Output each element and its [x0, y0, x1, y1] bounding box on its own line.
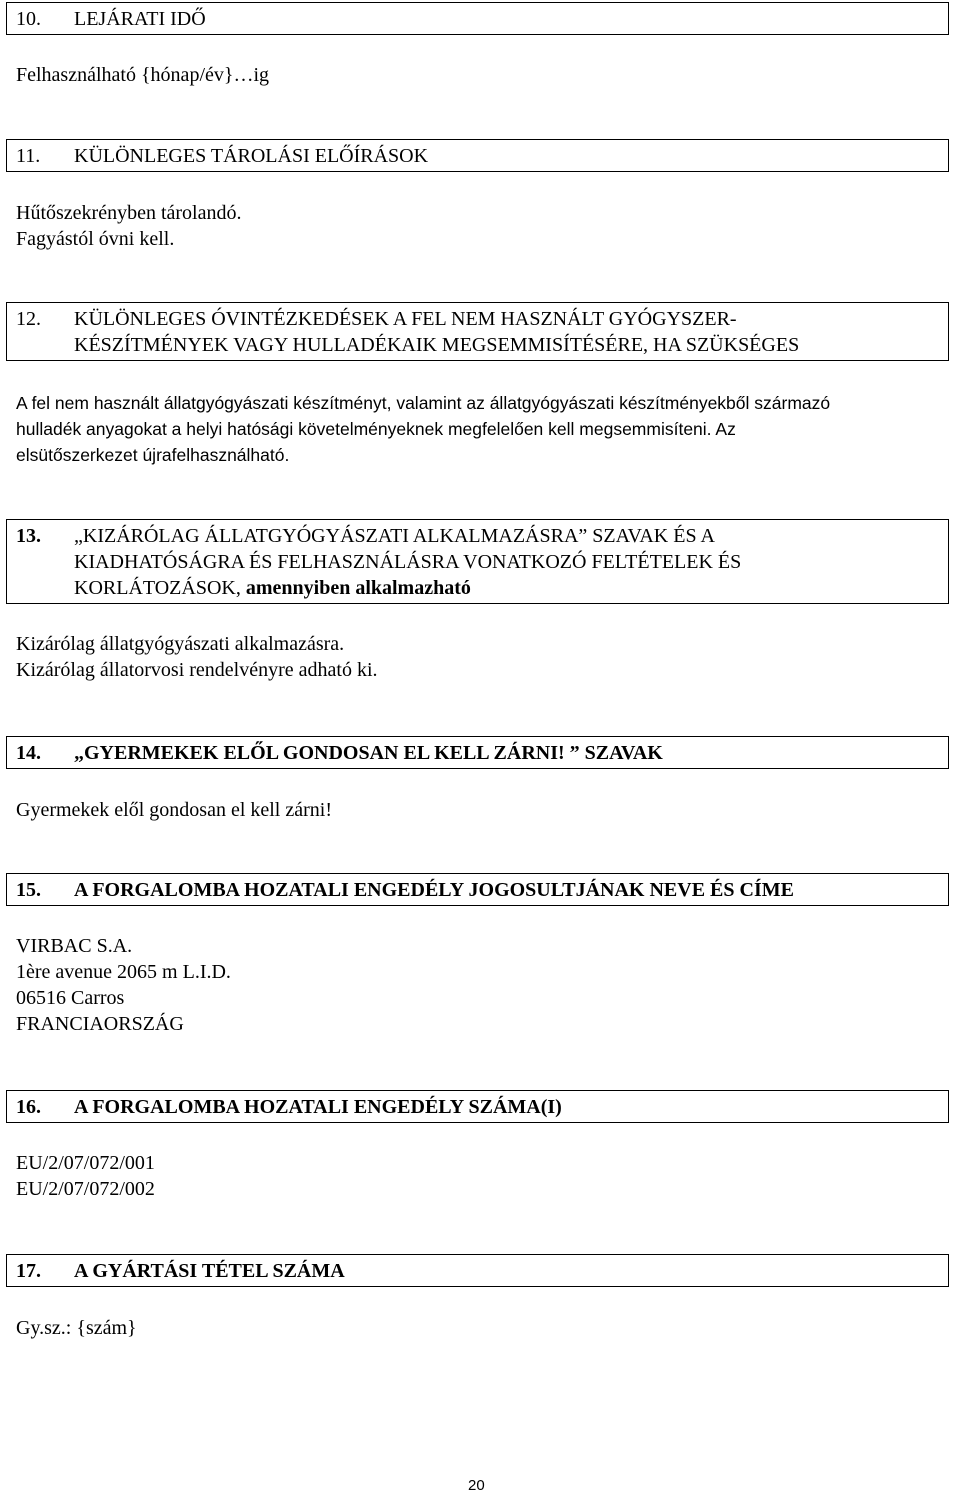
- section-title: „GYERMEKEK ELŐL GONDOSAN EL KELL ZÁRNI! ” SZAVAK: [74, 742, 663, 764]
- section-title-line: KIADHATÓSÁGRA ÉS FELHASZNÁLÁSRA VONATKOZÓ FELTÉTELEK ÉS: [74, 551, 742, 573]
- section-12-body-line: elsütőszerkezet újrafelhasználható.: [16, 445, 290, 465]
- section-15-header: [6, 873, 949, 906]
- section-title-rest: amennyiben alkalmazható: [240, 577, 471, 599]
- section-title-line: KÉSZÍTMÉNYEK VAGY HULLADÉKAIK MEGSEMMISÍTÉSÉRE, HA SZÜKSÉGES: [74, 334, 800, 356]
- section-12-header: [6, 302, 949, 361]
- section-12-body-line: hulladék anyagokat a helyi hatósági követelményeknek megfelelően kell megsemmisíteni. Az: [16, 419, 736, 439]
- section-12-body-line: A fel nem használt állatgyógyászati készítményt, valamint az állatgyógyászati készítményekből származó: [16, 393, 831, 413]
- section-14-body-line: Gyermekek elől gondosan el kell zárni!: [16, 799, 332, 821]
- section-16-body-line: EU/2/07/072/002: [16, 1178, 155, 1200]
- section-number: 12.: [16, 308, 41, 330]
- section-11-body-line: Hűtőszekrényben tárolandó.: [16, 202, 242, 224]
- section-13-body-line: Kizárólag állatgyógyászati alkalmazásra.: [16, 633, 345, 655]
- section-15-body-line: VIRBAC S.A.: [16, 935, 133, 957]
- section-15-body-line: 1ère avenue 2065 m L.I.D.: [16, 961, 231, 983]
- section-title: A GYÁRTÁSI TÉTEL SZÁMA: [74, 1260, 345, 1282]
- section-13-header: [6, 519, 949, 604]
- section-number: 10.: [16, 8, 41, 30]
- section-title: A FORGALOMBA HOZATALI ENGEDÉLY JOGOSULTJÁNAK NEVE ÉS CÍME: [74, 879, 794, 901]
- page-number: 20: [468, 1477, 485, 1494]
- section-title-bold-part: KORLÁTOZÁSOK,: [74, 577, 241, 599]
- section-15-body-line: FRANCIAORSZÁG: [16, 1013, 184, 1035]
- section-title-line: [74, 575, 471, 601]
- section-11-header: [6, 139, 949, 172]
- section-16-body-line: EU/2/07/072/001: [16, 1152, 155, 1174]
- section-title: LEJÁRATI IDŐ: [74, 8, 206, 30]
- section-title: KÜLÖNLEGES TÁROLÁSI ELŐÍRÁSOK: [74, 145, 429, 167]
- section-10-body-line: Felhasználható {hónap/év}…ig: [16, 64, 270, 86]
- section-14-header: [6, 736, 949, 769]
- section-number: 13.: [16, 525, 41, 547]
- section-17-body-line: Gy.sz.: {szám}: [16, 1317, 137, 1339]
- section-17-header: [6, 1254, 949, 1287]
- section-13-body-line: Kizárólag állatorvosi rendelvényre adható ki.: [16, 659, 378, 681]
- section-number: 16.: [16, 1096, 41, 1118]
- section-11-body-line: Fagyástól óvni kell.: [16, 228, 175, 250]
- section-number: 11.: [16, 145, 41, 167]
- section-number: 17.: [16, 1260, 41, 1282]
- section-10-header: [6, 2, 949, 35]
- section-title-line: KÜLÖNLEGES ÓVINTÉZKEDÉSEK A FEL NEM HASZNÁLT GYÓGYSZER-: [74, 308, 737, 330]
- section-title: A FORGALOMBA HOZATALI ENGEDÉLY SZÁMA(I): [74, 1096, 562, 1118]
- section-number: 14.: [16, 742, 41, 764]
- section-number: 15.: [16, 879, 41, 901]
- section-16-header: [6, 1090, 949, 1123]
- section-title-line: „KIZÁRÓLAG ÁLLATGYÓGYÁSZATI ALKALMAZÁSRA” SZAVAK ÉS A: [74, 525, 715, 547]
- section-15-body-line: 06516 Carros: [16, 987, 125, 1009]
